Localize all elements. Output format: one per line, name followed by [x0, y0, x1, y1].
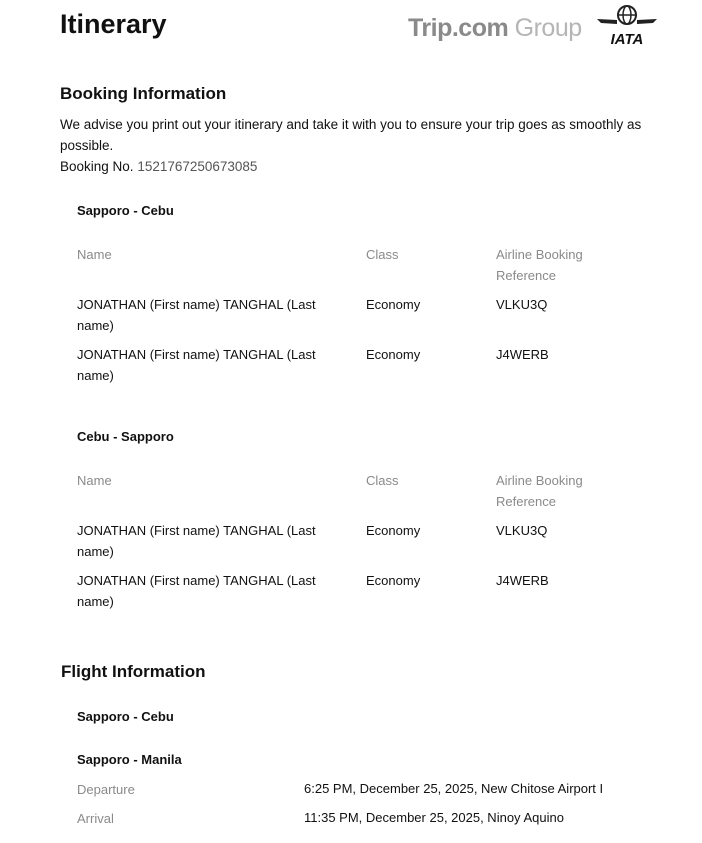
column-name-header: Name: [77, 247, 112, 262]
booking-reference: VLKU3Q: [496, 523, 548, 538]
logo-com-text: com: [458, 14, 509, 42]
passenger-class: Economy: [366, 523, 421, 538]
booking-heading: Booking Information: [60, 84, 227, 103]
column-ref-header: Airline Booking Reference: [496, 473, 583, 509]
logo-group-text: Group: [514, 14, 582, 42]
column-class-header: Class: [366, 247, 399, 262]
passenger-name: JONATHAN (First name) TANGHAL (Last name): [77, 573, 316, 609]
iata-logo: [595, 3, 659, 47]
booking-number-value: 1521767250673085: [137, 159, 258, 174]
booking-reference: J4WERB: [496, 347, 549, 362]
logo-trip-text: Trip: [408, 14, 452, 42]
flight-route-title: Sapporo - Cebu: [77, 709, 174, 724]
passenger-name: JONATHAN (First name) TANGHAL (Last name): [77, 297, 316, 333]
arrival-value: 11:35 PM, December 25, 2025, Ninoy Aquino: [304, 810, 564, 825]
passenger-class: Economy: [366, 297, 421, 312]
booking-number: [60, 156, 257, 177]
iata-logo-text: IATA: [610, 31, 644, 47]
column-class-header: Class: [366, 473, 399, 488]
page-title: Itinerary: [60, 9, 167, 39]
tripcom-group-logo: Trip.com Group: [408, 14, 582, 42]
arrival-label: Arrival: [77, 811, 114, 826]
route-title: Sapporo - Cebu: [77, 203, 174, 218]
passenger-class: Economy: [366, 573, 421, 588]
flight-heading: Flight Information: [61, 662, 206, 681]
column-name-header: Name: [77, 473, 112, 488]
passenger-name: JONATHAN (First name) TANGHAL (Last name): [77, 347, 316, 383]
passenger-name: JONATHAN (First name) TANGHAL (Last name): [77, 523, 316, 559]
passenger-class: Economy: [366, 347, 421, 362]
departure-label: Departure: [77, 782, 135, 797]
booking-reference: VLKU3Q: [496, 297, 548, 312]
column-ref-header: Airline Booking Reference: [496, 247, 583, 283]
route-title: Cebu - Sapporo: [77, 429, 174, 444]
booking-number-label: Booking No.: [60, 159, 134, 174]
departure-value: 6:25 PM, December 25, 2025, New Chitose Airport I: [304, 781, 604, 796]
flight-segment-title: Sapporo - Manila: [77, 752, 182, 767]
advice-text: We advise you print out your itinerary and take it with you to ensure your trip goes as smoothly as possible.: [60, 117, 642, 153]
booking-reference: J4WERB: [496, 573, 549, 588]
